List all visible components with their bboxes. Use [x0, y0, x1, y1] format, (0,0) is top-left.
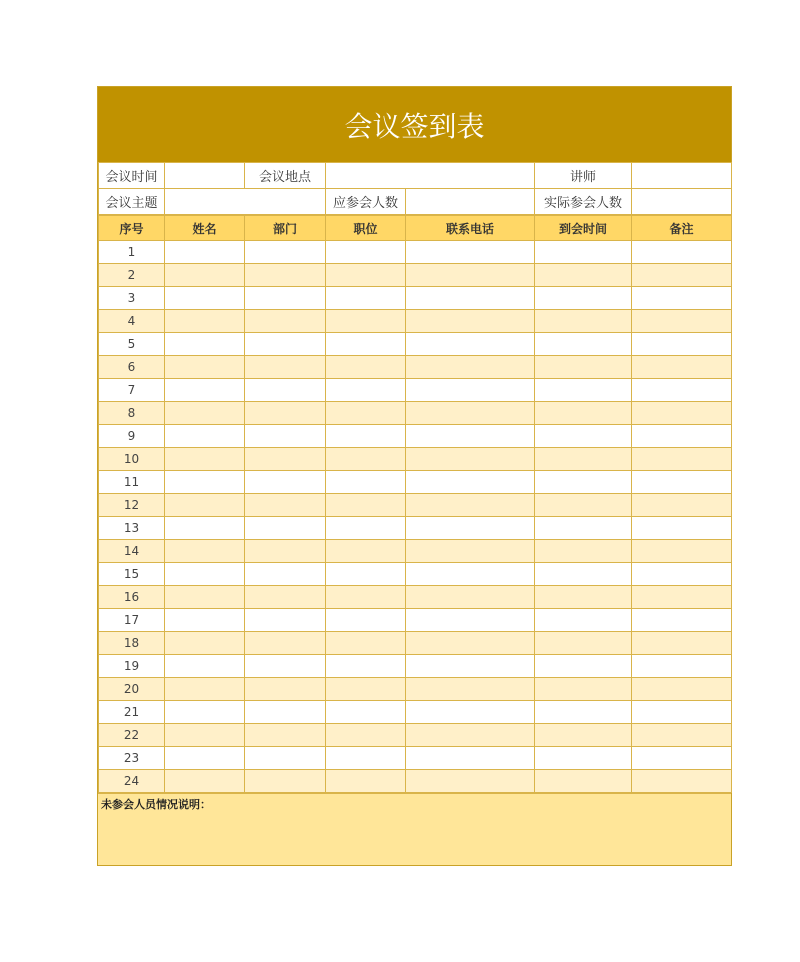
lecturer-label: 讲师 [535, 163, 632, 189]
row-phone[interactable] [406, 471, 535, 494]
row-department[interactable] [245, 586, 326, 609]
col-header-index: 序号 [99, 216, 165, 241]
row-index: 1 [99, 241, 165, 264]
table-row [99, 609, 732, 632]
table-row [99, 494, 732, 517]
row-index: 3 [99, 287, 165, 310]
row-arrival-time[interactable] [535, 701, 632, 724]
row-name[interactable] [165, 724, 245, 747]
row-index: 8 [99, 402, 165, 425]
table-row [99, 287, 732, 310]
table-row [99, 563, 732, 586]
row-position[interactable] [326, 310, 406, 333]
row-arrival-time[interactable] [535, 747, 632, 770]
table-row [99, 425, 732, 448]
row-index: 15 [99, 563, 165, 586]
info-row-1 [99, 163, 732, 189]
absence-note[interactable] [98, 793, 731, 865]
table-row [99, 310, 732, 333]
row-position[interactable] [326, 609, 406, 632]
row-arrival-time[interactable] [535, 494, 632, 517]
row-department[interactable] [245, 494, 326, 517]
row-name[interactable] [165, 540, 245, 563]
row-arrival-time[interactable] [535, 241, 632, 264]
row-department[interactable] [245, 517, 326, 540]
row-arrival-time[interactable] [535, 425, 632, 448]
row-index: 17 [99, 609, 165, 632]
row-arrival-time[interactable] [535, 724, 632, 747]
row-phone[interactable] [406, 287, 535, 310]
meeting-time-label: 会议时间 [99, 163, 165, 189]
row-phone[interactable] [406, 747, 535, 770]
row-phone[interactable] [406, 379, 535, 402]
row-department[interactable] [245, 310, 326, 333]
row-phone[interactable] [406, 333, 535, 356]
row-department[interactable] [245, 448, 326, 471]
row-index: 12 [99, 494, 165, 517]
row-department[interactable] [245, 379, 326, 402]
row-arrival-time[interactable] [535, 609, 632, 632]
row-remarks[interactable] [632, 333, 732, 356]
col-header-phone: 联系电话 [406, 216, 535, 241]
table-row [99, 333, 732, 356]
row-remarks[interactable] [632, 448, 732, 471]
table-row [99, 632, 732, 655]
row-name[interactable] [165, 287, 245, 310]
row-phone[interactable] [406, 770, 535, 793]
row-index: 19 [99, 655, 165, 678]
row-position[interactable] [326, 379, 406, 402]
row-arrival-time[interactable] [535, 333, 632, 356]
row-index: 2 [99, 264, 165, 287]
row-arrival-time[interactable] [535, 586, 632, 609]
row-phone[interactable] [406, 563, 535, 586]
row-phone[interactable] [406, 517, 535, 540]
row-arrival-time[interactable] [535, 264, 632, 287]
actual-count-label: 实际参会人数 [535, 189, 632, 215]
table-row [99, 655, 732, 678]
row-name[interactable] [165, 609, 245, 632]
row-remarks[interactable] [632, 724, 732, 747]
row-remarks[interactable] [632, 517, 732, 540]
row-position[interactable] [326, 517, 406, 540]
row-name[interactable] [165, 333, 245, 356]
row-name[interactable] [165, 678, 245, 701]
row-index: 20 [99, 678, 165, 701]
lecturer-value[interactable] [632, 163, 732, 189]
row-arrival-time[interactable] [535, 655, 632, 678]
row-index: 22 [99, 724, 165, 747]
row-remarks[interactable] [632, 310, 732, 333]
row-arrival-time[interactable] [535, 678, 632, 701]
row-phone[interactable] [406, 448, 535, 471]
row-name[interactable] [165, 379, 245, 402]
row-remarks[interactable] [632, 241, 732, 264]
row-department[interactable] [245, 264, 326, 287]
row-name[interactable] [165, 517, 245, 540]
row-remarks[interactable] [632, 471, 732, 494]
table-row [99, 540, 732, 563]
row-name[interactable] [165, 448, 245, 471]
row-remarks[interactable] [632, 379, 732, 402]
row-department[interactable] [245, 609, 326, 632]
row-remarks[interactable] [632, 678, 732, 701]
row-index: 18 [99, 632, 165, 655]
row-name[interactable] [165, 356, 245, 379]
col-header-name: 姓名 [165, 216, 245, 241]
row-position[interactable] [326, 402, 406, 425]
row-phone[interactable] [406, 632, 535, 655]
row-index: 9 [99, 425, 165, 448]
col-header-position: 职位 [326, 216, 406, 241]
row-remarks[interactable] [632, 540, 732, 563]
row-position[interactable] [326, 701, 406, 724]
row-remarks[interactable] [632, 586, 732, 609]
row-department[interactable] [245, 563, 326, 586]
row-index: 10 [99, 448, 165, 471]
attendance-table [98, 215, 732, 793]
row-position[interactable] [326, 563, 406, 586]
row-arrival-time[interactable] [535, 770, 632, 793]
actual-count-value[interactable] [632, 189, 732, 215]
row-arrival-time[interactable] [535, 356, 632, 379]
row-department[interactable] [245, 655, 326, 678]
row-phone[interactable] [406, 494, 535, 517]
row-remarks[interactable] [632, 402, 732, 425]
row-name[interactable] [165, 471, 245, 494]
row-name[interactable] [165, 701, 245, 724]
row-phone[interactable] [406, 425, 535, 448]
meeting-topic-label: 会议主题 [99, 189, 165, 215]
row-position[interactable] [326, 264, 406, 287]
row-remarks[interactable] [632, 655, 732, 678]
table-row [99, 264, 732, 287]
row-department[interactable] [245, 747, 326, 770]
row-remarks[interactable] [632, 494, 732, 517]
row-arrival-time[interactable] [535, 287, 632, 310]
row-name[interactable] [165, 563, 245, 586]
row-index: 6 [99, 356, 165, 379]
row-phone[interactable] [406, 540, 535, 563]
row-index: 7 [99, 379, 165, 402]
row-index: 4 [99, 310, 165, 333]
row-position[interactable] [326, 425, 406, 448]
absence-note-label: 未参会人员情况说明： [101, 798, 211, 811]
row-phone[interactable] [406, 724, 535, 747]
table-row [99, 448, 732, 471]
row-remarks[interactable] [632, 356, 732, 379]
row-phone[interactable] [406, 655, 535, 678]
row-name[interactable] [165, 310, 245, 333]
row-position[interactable] [326, 632, 406, 655]
meeting-place-value[interactable] [326, 163, 535, 189]
row-arrival-time[interactable] [535, 540, 632, 563]
row-remarks[interactable] [632, 425, 732, 448]
meeting-time-value[interactable] [165, 163, 245, 189]
table-row [99, 770, 732, 793]
row-remarks[interactable] [632, 609, 732, 632]
row-department[interactable] [245, 632, 326, 655]
row-phone[interactable] [406, 586, 535, 609]
row-index: 16 [99, 586, 165, 609]
row-name[interactable] [165, 586, 245, 609]
table-row [99, 678, 732, 701]
row-name[interactable] [165, 494, 245, 517]
table-row [99, 471, 732, 494]
row-department[interactable] [245, 724, 326, 747]
col-header-remarks: 备注 [632, 216, 732, 241]
info-row-2 [99, 189, 732, 215]
row-department[interactable] [245, 540, 326, 563]
row-position[interactable] [326, 747, 406, 770]
row-arrival-time[interactable] [535, 448, 632, 471]
table-row [99, 724, 732, 747]
row-remarks[interactable] [632, 632, 732, 655]
row-position[interactable] [326, 540, 406, 563]
row-department[interactable] [245, 333, 326, 356]
row-remarks[interactable] [632, 264, 732, 287]
row-department[interactable] [245, 471, 326, 494]
header-row [99, 216, 732, 241]
row-department[interactable] [245, 241, 326, 264]
row-arrival-time[interactable] [535, 563, 632, 586]
row-department[interactable] [245, 402, 326, 425]
row-position[interactable] [326, 655, 406, 678]
row-arrival-time[interactable] [535, 471, 632, 494]
row-phone[interactable] [406, 241, 535, 264]
meeting-topic-value[interactable] [165, 189, 326, 215]
row-phone[interactable] [406, 310, 535, 333]
row-position[interactable] [326, 471, 406, 494]
table-row [99, 701, 732, 724]
table-row [99, 402, 732, 425]
row-name[interactable] [165, 770, 245, 793]
row-arrival-time[interactable] [535, 379, 632, 402]
row-department[interactable] [245, 287, 326, 310]
expected-count-label: 应参会人数 [326, 189, 406, 215]
row-index: 21 [99, 701, 165, 724]
row-arrival-time[interactable] [535, 517, 632, 540]
row-phone[interactable] [406, 701, 535, 724]
row-index: 11 [99, 471, 165, 494]
row-name[interactable] [165, 632, 245, 655]
row-name[interactable] [165, 402, 245, 425]
row-remarks[interactable] [632, 747, 732, 770]
row-name[interactable] [165, 264, 245, 287]
row-index: 13 [99, 517, 165, 540]
row-name[interactable] [165, 655, 245, 678]
row-name[interactable] [165, 425, 245, 448]
table-row [99, 747, 732, 770]
table-row [99, 379, 732, 402]
row-remarks[interactable] [632, 701, 732, 724]
row-position[interactable] [326, 448, 406, 471]
meeting-place-label: 会议地点 [245, 163, 326, 189]
row-arrival-time[interactable] [535, 310, 632, 333]
row-position[interactable] [326, 770, 406, 793]
row-index: 5 [99, 333, 165, 356]
info-table [98, 162, 732, 215]
row-index: 23 [99, 747, 165, 770]
row-arrival-time[interactable] [535, 632, 632, 655]
row-position[interactable] [326, 494, 406, 517]
row-index: 14 [99, 540, 165, 563]
row-index: 24 [99, 770, 165, 793]
row-position[interactable] [326, 356, 406, 379]
col-header-department: 部门 [245, 216, 326, 241]
table-row [99, 356, 732, 379]
row-department[interactable] [245, 678, 326, 701]
row-position[interactable] [326, 287, 406, 310]
row-position[interactable] [326, 678, 406, 701]
row-phone[interactable] [406, 609, 535, 632]
row-remarks[interactable] [632, 770, 732, 793]
table-row [99, 586, 732, 609]
table-row [99, 241, 732, 264]
row-remarks[interactable] [632, 563, 732, 586]
row-remarks[interactable] [632, 287, 732, 310]
row-phone[interactable] [406, 264, 535, 287]
row-position[interactable] [326, 333, 406, 356]
row-phone[interactable] [406, 678, 535, 701]
row-position[interactable] [326, 586, 406, 609]
row-name[interactable] [165, 241, 245, 264]
expected-count-value[interactable] [406, 189, 535, 215]
sheet-title: 会议签到表 [98, 87, 731, 162]
col-header-arrival-time: 到会时间 [535, 216, 632, 241]
row-arrival-time[interactable] [535, 402, 632, 425]
row-department[interactable] [245, 356, 326, 379]
row-phone[interactable] [406, 356, 535, 379]
row-department[interactable] [245, 425, 326, 448]
sign-in-sheet [97, 86, 732, 866]
row-phone[interactable] [406, 402, 535, 425]
row-position[interactable] [326, 724, 406, 747]
row-department[interactable] [245, 701, 326, 724]
table-row [99, 517, 732, 540]
row-position[interactable] [326, 241, 406, 264]
row-department[interactable] [245, 770, 326, 793]
row-name[interactable] [165, 747, 245, 770]
